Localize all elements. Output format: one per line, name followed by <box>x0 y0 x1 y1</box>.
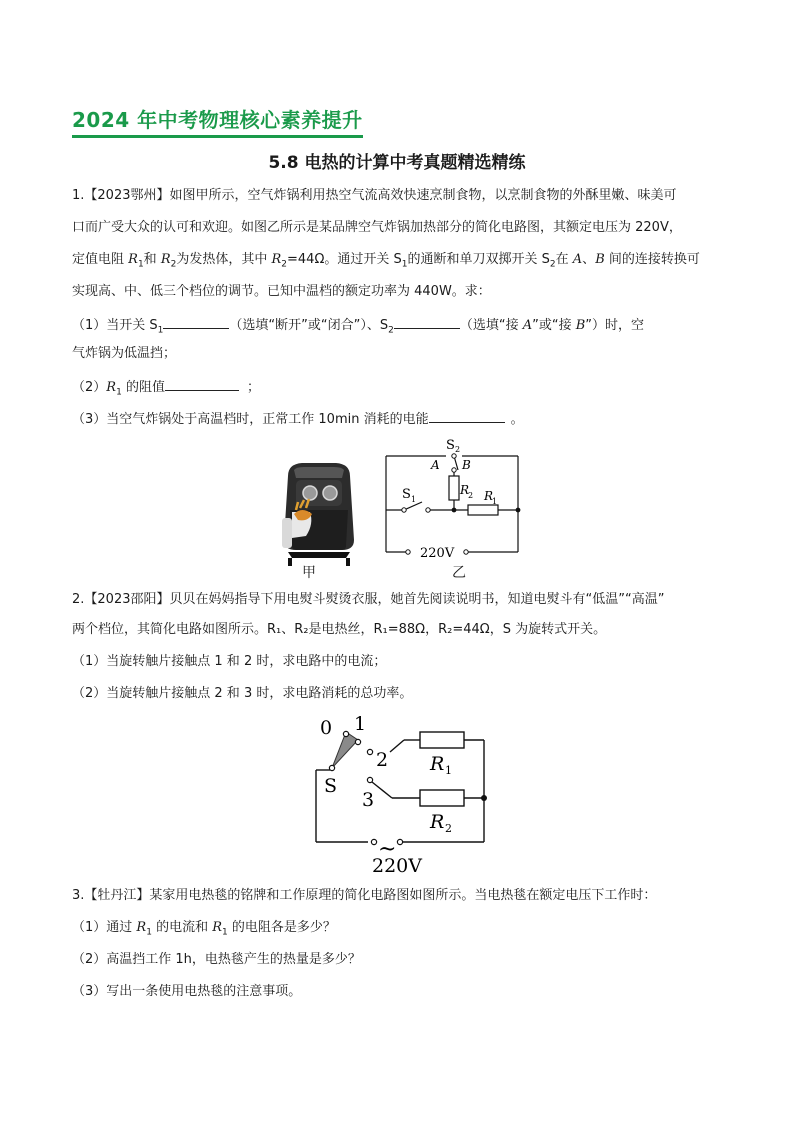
contact-0: 0 <box>320 717 333 739</box>
fryer-circuit-diagram <box>376 432 526 572</box>
q3-part-2: （2）高温挡工作 1h，电热毯产生的热量是多少？ <box>72 952 361 967</box>
svg-text:1: 1 <box>445 764 452 777</box>
label-a: A <box>431 458 440 472</box>
contact-3: 3 <box>362 789 375 811</box>
q2-line-2: 两个档位，其简化电路如图所示。R₁、R₂是电热丝，R₁=88Ω，R₂=44Ω，S 为旋转式开关。 <box>72 622 607 637</box>
q3-part-3: （3）写出一条使用电热毯的注意事项。 <box>72 984 302 999</box>
air-fryer-figure <box>274 458 362 576</box>
document-title: 5.8 电热的计算中考真题精选精练 <box>268 153 526 173</box>
label-s: S <box>324 775 338 797</box>
label-b: B <box>462 458 471 472</box>
label-voltage: 220V <box>420 546 455 561</box>
svg-text:2: 2 <box>468 491 474 500</box>
label-r1: R <box>484 489 494 503</box>
q2-part-1: （1）当旋转触片接触点 1 和 2 时，求电路中的电流； <box>72 654 387 669</box>
series-title: 2024 年中考物理核心素养提升 <box>72 104 363 138</box>
svg-text:2: 2 <box>455 445 461 454</box>
answer-blank[interactable] <box>394 314 460 329</box>
label-r1: R <box>430 753 445 775</box>
contact-1: 1 <box>354 713 367 735</box>
q1-line-2: 口而广受大众的认可和欢迎。如图乙所示是某品牌空气炸锅加热部分的简化电路图，其额定电压为 220V， <box>72 220 682 235</box>
q3-part-1: （1）通过 $R_1$ 的电流和 $R_1$ 的电阻各是多少？ <box>72 920 336 938</box>
svg-text:2: 2 <box>445 822 452 835</box>
q1-line-1: 1.【2023鄂州】如图甲所示，空气炸锅利用热空气流高效快速烹制食物，以烹制食物的外酥里嫩、味美可 <box>72 188 677 203</box>
answer-blank[interactable] <box>165 376 239 391</box>
answer-blank[interactable] <box>429 408 505 423</box>
svg-text:1: 1 <box>411 495 417 504</box>
q1-part-1-cont: 气炸锅为低温挡； <box>72 346 177 361</box>
iron-circuit-diagram <box>300 712 500 878</box>
caption-yi: 乙 <box>452 565 466 581</box>
q2-line-1: 2.【2023邵阳】贝贝在妈妈指导下用电熨斗熨烫衣服，她首先阅读说明书，知道电熨斗有“低温”“高温” <box>72 592 665 607</box>
q2-part-2: （2）当旋转触片接触点 2 和 3 时，求电路消耗的总功率。 <box>72 686 413 701</box>
label-r2: R <box>430 811 445 833</box>
label-s1: S <box>402 487 411 502</box>
label-voltage: 220V <box>372 855 422 877</box>
label-r2: R <box>460 483 470 497</box>
q3-line-1: 3.【牡丹江】某家用电热毯的铭牌和工作原理的简化电路图如图所示。当电热毯在额定电压下工作时： <box>72 888 657 903</box>
q1-part-2: $(2)R_1$ 的阻值 ； <box>72 376 732 403</box>
q1-line-4: 实现高、中、低三个档位的调节。已知中温档的额定功率为 440W。求： <box>72 284 491 299</box>
answer-blank[interactable] <box>163 314 229 329</box>
caption-jia: 甲 <box>302 565 316 581</box>
q1-part-1: （1）当开关 $S_1$ （选填“断开”或“闭合”）、$S_2$ （选填“接 A”或“接 B”）时，空 <box>72 314 732 341</box>
q1-part-3: （3）当空气炸锅处于高温档时，正常工作 10min 消耗的电能 。 <box>72 408 732 430</box>
svg-text:1: 1 <box>492 497 498 506</box>
ac-symbol: ~ <box>378 837 397 862</box>
label-s2: S <box>446 438 455 453</box>
contact-2: 2 <box>376 749 389 771</box>
q1-line-3: 定值电阻 $R_1$和 $R_2$为发热体，其中 $R_2=44\Omega$。通过开关 $S_1$的通断和单刀双掷开关 $S_2$在 A、B 间的连接转换可 <box>72 252 700 270</box>
